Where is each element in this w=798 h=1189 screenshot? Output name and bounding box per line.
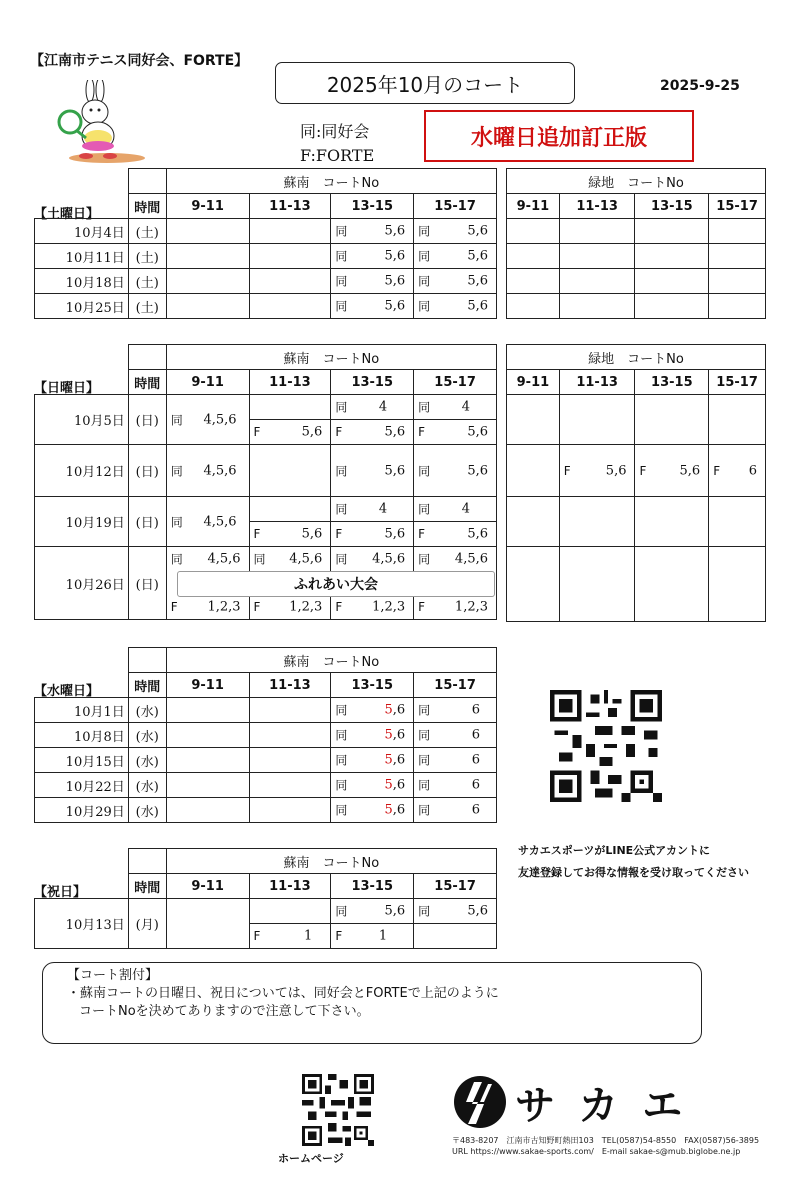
dow-cell: (土) — [128, 269, 166, 294]
court-numbers: 5,6 — [301, 424, 323, 440]
court-numbers: 5,6 — [467, 248, 488, 264]
court-numbers: ,6 — [392, 777, 406, 793]
court-numbers: 4,5,6 — [203, 412, 237, 427]
assign-prefix: 同 — [170, 515, 183, 529]
court-number-added: 5 — [384, 752, 393, 768]
table-row — [507, 244, 766, 269]
assign-prefix: 同 — [335, 249, 348, 264]
court-numbers: 5,6 — [301, 526, 323, 542]
slot-header: 11-13 — [559, 370, 635, 395]
table-row — [35, 497, 497, 522]
slot-header: 13-15 — [331, 874, 414, 899]
slot-header: 9-11 — [507, 370, 560, 395]
time-header: 時間 — [128, 370, 166, 395]
court-numbers: 4 — [461, 501, 470, 517]
slot-header: 9-11 — [166, 370, 249, 395]
slot-header: 11-13 — [249, 673, 331, 698]
court-numbers: 5,6 — [384, 526, 406, 542]
assign-prefix: 同 — [335, 803, 348, 818]
legend-forte: F:FORTE — [300, 146, 375, 165]
court-header-sonan: 蘇南 コートNo — [166, 648, 496, 673]
slot-header: 13-15 — [331, 673, 414, 698]
court-numbers: 4,5,6 — [372, 551, 406, 567]
homepage-caption: ホームページ — [278, 1152, 344, 1165]
dow-cell: (水) — [128, 798, 166, 823]
slot-header: 9-11 — [166, 194, 249, 219]
date-cell: 10月1日 — [35, 698, 129, 723]
saturday-sonan-table — [34, 168, 497, 319]
assign-prefix: 同 — [335, 400, 348, 415]
court-number-added: 5 — [384, 727, 393, 743]
assign-prefix: 同 — [253, 552, 266, 567]
rabbit-mascot-icon — [52, 80, 147, 165]
legend-doukoukai: 同:同好会 — [300, 122, 370, 141]
page-title-text: 2025年10月のコート — [326, 72, 524, 97]
date-cell: 10月18日 — [35, 269, 129, 294]
assign-prefix: 同 — [170, 413, 183, 427]
court-numbers: 5,6 — [467, 424, 488, 440]
date-cell: 10月5日 — [35, 395, 129, 445]
wednesday-sonan-table — [34, 647, 497, 823]
saturday-ryokuchi-table — [506, 168, 766, 319]
slot-header: 13-15 — [635, 370, 709, 395]
court-numbers: 5,6 — [467, 903, 488, 919]
table-row — [35, 899, 497, 924]
dow-cell: (水) — [128, 748, 166, 773]
court-number-added: 5 — [384, 802, 393, 818]
court-numbers: ,6 — [392, 702, 406, 718]
court-numbers: ,6 — [392, 727, 406, 743]
time-header: 時間 — [128, 194, 166, 219]
assign-prefix: 同 — [418, 299, 431, 314]
line-caption — [518, 840, 749, 884]
court-numbers: 4,5,6 — [203, 463, 237, 478]
slot-header: 11-13 — [559, 194, 635, 219]
court-header-ryokuchi: 緑地 コートNo — [507, 169, 766, 194]
dow-cell: (月) — [128, 899, 166, 949]
court-numbers: 5,6 — [384, 273, 406, 289]
assign-prefix: 同 — [418, 778, 431, 793]
court-numbers: 5,6 — [384, 903, 406, 919]
court-numbers: 1 — [378, 928, 388, 944]
table-row — [35, 294, 497, 319]
date-cell: 10月13日 — [35, 899, 129, 949]
sakae-logo-icon — [452, 1074, 508, 1130]
date-cell: 10月12日 — [35, 445, 129, 497]
table-row — [35, 244, 497, 269]
court-header-ryokuchi: 緑地 コートNo — [507, 345, 766, 370]
dow-cell: (土) — [128, 219, 166, 244]
court-header-sonan: 蘇南 コートNo — [166, 169, 496, 194]
table-row — [35, 547, 497, 572]
time-header: 時間 — [128, 874, 166, 899]
date-cell: 10月29日 — [35, 798, 129, 823]
saturday-label: 【土曜日】 — [34, 207, 100, 222]
table-row — [507, 294, 766, 319]
assign-prefix: 同 — [418, 224, 431, 239]
assign-prefix: F — [563, 463, 571, 478]
line-caption-2: 友達登録してお得な情報を受け取ってください — [518, 866, 749, 879]
court-numbers: 6 — [471, 777, 480, 793]
date-cell: 10月15日 — [35, 748, 129, 773]
court-numbers: 5,6 — [467, 463, 488, 478]
table-row — [35, 219, 497, 244]
assign-prefix: 同 — [335, 464, 348, 478]
table-row — [35, 269, 497, 294]
sunday-label: 【日曜日】 — [34, 381, 100, 396]
court-numbers: 6 — [471, 702, 480, 718]
table-row — [507, 219, 766, 244]
dow-cell: (水) — [128, 723, 166, 748]
table-row — [507, 269, 766, 294]
assign-prefix: 同 — [418, 753, 431, 768]
assign-prefix: 同 — [170, 552, 183, 567]
court-numbers: 1 — [304, 928, 313, 944]
url-line: URL https://www.sakae-sports.com/ E-mail sakae-s@mub.biglobe.ne.jp — [452, 1147, 741, 1156]
slot-header: 13-15 — [635, 194, 709, 219]
court-numbers: ,6 — [392, 802, 406, 818]
date-cell: 10月11日 — [35, 244, 129, 269]
correction-badge: 水曜日追加訂正版 — [424, 110, 694, 162]
assign-prefix: 同 — [335, 904, 348, 919]
slot-header: 13-15 — [331, 370, 414, 395]
assign-prefix: F — [418, 527, 426, 541]
wednesday-label: 【水曜日】 — [34, 684, 100, 699]
dow-cell: (水) — [128, 773, 166, 798]
date-cell: 10月4日 — [35, 219, 129, 244]
slot-header: 15-17 — [414, 370, 497, 395]
table-row — [35, 748, 497, 773]
assign-prefix: 同 — [170, 464, 183, 478]
assign-prefix: 同 — [335, 299, 348, 314]
assign-prefix: F — [253, 929, 261, 943]
assign-prefix: 同 — [418, 249, 431, 264]
court-numbers: 5,6 — [467, 223, 488, 239]
court-numbers: ,6 — [392, 752, 406, 768]
court-numbers: 5,6 — [467, 526, 488, 542]
court-numbers: 5,6 — [384, 463, 406, 478]
court-numbers: 1,2,3 — [289, 599, 323, 615]
assign-prefix: F — [253, 425, 261, 439]
assign-prefix: F — [418, 425, 426, 439]
court-numbers: 5,6 — [384, 248, 406, 264]
court-number-added: 5 — [384, 702, 393, 718]
date-cell: 10月19日 — [35, 497, 129, 547]
homepage-qr-code[interactable] — [302, 1074, 374, 1146]
table-row — [35, 798, 497, 823]
court-numbers: 5,6 — [467, 273, 488, 289]
court-numbers: 1,2,3 — [207, 599, 241, 615]
court-assignment-note — [42, 962, 702, 1044]
assign-prefix: 同 — [335, 224, 348, 239]
note-line-2: コートNoを決めてありますので注意して下さい。 — [79, 1004, 370, 1019]
org-name: 【江南市テニス同好会、FORTE】 — [30, 53, 249, 69]
date-cell: 10月22日 — [35, 773, 129, 798]
assign-prefix: F — [253, 600, 261, 614]
court-header-sonan: 蘇南 コートNo — [166, 849, 496, 874]
time-header: 時間 — [128, 673, 166, 698]
table-row — [35, 773, 497, 798]
slot-header: 15-17 — [414, 874, 497, 899]
slot-header: 11-13 — [249, 370, 331, 395]
court-numbers: 5,6 — [384, 424, 406, 440]
court-numbers: 1,2,3 — [372, 599, 406, 615]
slot-header: 9-11 — [166, 673, 249, 698]
assign-prefix: 同 — [418, 464, 431, 478]
assign-prefix: 同 — [418, 703, 431, 718]
table-row — [507, 547, 766, 622]
assign-prefix: F — [335, 527, 343, 541]
court-numbers: 5,6 — [384, 298, 406, 314]
table-row — [35, 395, 497, 420]
court-numbers: 4,5,6 — [203, 514, 237, 529]
note-line-1: ・蘇南コートの日曜日、祝日については、同好会とFORTEで上記のように — [67, 986, 499, 1001]
slot-header: 15-17 — [709, 370, 766, 395]
court-numbers: 6 — [471, 752, 480, 768]
holiday-label: 【祝日】 — [34, 885, 87, 900]
assign-prefix: 同 — [418, 400, 431, 415]
assign-prefix: F — [253, 527, 261, 541]
dow-cell: (土) — [128, 294, 166, 319]
table-row — [35, 723, 497, 748]
assign-prefix: 同 — [418, 803, 431, 818]
table-row — [507, 445, 766, 497]
dow-cell: (日) — [128, 547, 166, 620]
slot-header: 15-17 — [414, 194, 497, 219]
assign-prefix: F — [170, 600, 178, 614]
court-numbers: 4 — [378, 501, 388, 517]
holiday-sonan-table — [34, 848, 497, 949]
slot-header: 15-17 — [414, 673, 497, 698]
dow-cell: (日) — [128, 395, 166, 445]
assign-prefix: 同 — [335, 552, 348, 567]
slot-header: 11-13 — [249, 874, 331, 899]
assign-prefix: 同 — [335, 502, 348, 517]
legend — [300, 120, 374, 168]
court-header-sonan: 蘇南 コートNo — [166, 345, 496, 370]
court-numbers: 4 — [378, 399, 388, 415]
line-qr-code[interactable] — [550, 690, 662, 802]
court-numbers: 4 — [461, 399, 470, 415]
assign-prefix: F — [713, 463, 721, 478]
table-row — [507, 497, 766, 547]
slot-header: 13-15 — [331, 194, 414, 219]
court-numbers: 6 — [748, 463, 757, 478]
assign-prefix: 同 — [418, 728, 431, 743]
dow-cell: (土) — [128, 244, 166, 269]
court-numbers: 5,6 — [679, 463, 701, 478]
slot-header: 11-13 — [249, 194, 331, 219]
assign-prefix: 同 — [418, 274, 431, 289]
date-cell: 10月26日 — [35, 547, 129, 620]
court-numbers: 5,6 — [384, 223, 406, 239]
dow-cell: (日) — [128, 445, 166, 497]
court-numbers: 6 — [471, 802, 480, 818]
note-title: 【コート割付】 — [67, 968, 159, 983]
court-numbers: 4,5,6 — [454, 551, 488, 567]
table-row — [35, 698, 497, 723]
assign-prefix: F — [418, 600, 426, 614]
brand-name: サカエ — [515, 1083, 707, 1129]
sunday-ryokuchi-table — [506, 344, 766, 622]
issue-date: 2025-9-25 — [660, 78, 740, 94]
table-row — [35, 445, 497, 497]
assign-prefix: 同 — [418, 552, 431, 567]
event-banner: ふれあい大会 — [177, 571, 495, 597]
page-title — [275, 62, 575, 104]
assign-prefix: 同 — [335, 274, 348, 289]
assign-prefix: F — [335, 425, 343, 439]
assign-prefix: F — [335, 929, 343, 943]
assign-prefix: F — [639, 463, 647, 478]
court-numbers: 4,5,6 — [289, 551, 323, 567]
address-line: 〒483-8207 江南市古知野町熱田103 TEL(0587)54-8550 FAX(0587)56-3895 — [452, 1136, 760, 1145]
dow-cell: (水) — [128, 698, 166, 723]
slot-header: 9-11 — [507, 194, 560, 219]
date-cell: 10月25日 — [35, 294, 129, 319]
slot-header: 15-17 — [709, 194, 766, 219]
date-cell: 10月8日 — [35, 723, 129, 748]
court-numbers: 1,2,3 — [454, 599, 488, 615]
assign-prefix: F — [335, 600, 343, 614]
court-number-added: 5 — [384, 777, 393, 793]
court-numbers: 4,5,6 — [207, 551, 241, 567]
assign-prefix: 同 — [418, 502, 431, 517]
dow-cell: (日) — [128, 497, 166, 547]
company-address — [452, 1135, 759, 1157]
slot-header: 9-11 — [166, 874, 249, 899]
assign-prefix: 同 — [335, 778, 348, 793]
court-numbers: 5,6 — [467, 298, 488, 314]
assign-prefix: 同 — [335, 703, 348, 718]
court-numbers: 5,6 — [605, 463, 627, 478]
court-numbers: 6 — [471, 727, 480, 743]
assign-prefix: 同 — [335, 728, 348, 743]
table-row — [507, 395, 766, 445]
line-caption-1: サカエスポーツがLINE公式アカントに — [518, 844, 711, 857]
assign-prefix: 同 — [335, 753, 348, 768]
assign-prefix: 同 — [418, 904, 431, 919]
